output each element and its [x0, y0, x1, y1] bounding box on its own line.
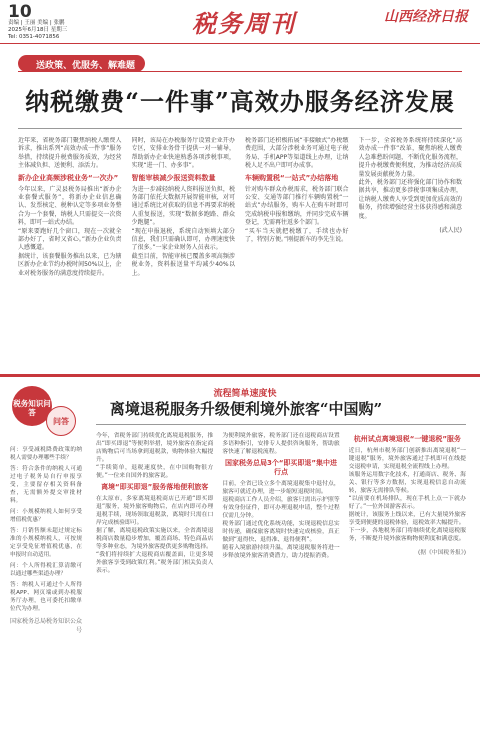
qa-badge-sub: 问答 [46, 406, 76, 436]
subheading: 国家税务总局3个“即买即退”集中进行点 [224, 459, 338, 476]
byline: (武人民) [439, 227, 462, 235]
paragraph: “买车当天就把税缴了，手续也办好了，特别方便。”刚提新车的李先生说。 [245, 227, 349, 244]
bottom-headline: 离境退税服务升级便利境外旅客“中国购” [109, 400, 383, 418]
page-header [0, 0, 480, 44]
article-column [132, 137, 236, 367]
paragraph: 截至目前，智能审核已覆盖多项高频涉税业务，资料报送量平均减少40%以上。 [131, 252, 235, 277]
article-column [222, 432, 339, 730]
subheading: 离境“即买即退”服务落地便利旅客 [101, 483, 209, 491]
paragraph: 该服务运用数字化技术，打通商店、税务、海关、银行等多方数据，实现退税信息自动流转，旅客无需排队等候。 [348, 472, 466, 494]
meta-line: 2025年6月18日 星期三 [8, 27, 68, 33]
bottom-headline-rule [96, 424, 466, 425]
qa-source: 国家税务总局税务知识公众号 [10, 618, 82, 634]
qa-item: 问：享受减税降费政策的纳税人需要办理哪些手续？ [10, 447, 82, 461]
subheading: 车辆购置税“一站式”办结落地 [245, 173, 339, 182]
paragraph: “以前要在机场排队，现在手机上点一下就办好了。”一位外国游客表示。 [348, 496, 466, 510]
masthead: 山西经济日报 [384, 9, 468, 25]
qa-item: 答：月销售额未超过规定标准的小规模纳税人，可按规定享受免征增值税优惠，在申报时自动适用。 [10, 528, 82, 558]
qa-text [10, 446, 82, 613]
paragraph: 据了解，离境退税政策实施以来，全省离境退税商店数量稳步增加，覆盖商场、特色商品店等多种业态，为境外旅客提供更多购物选择。 [96, 528, 214, 550]
top-headline: 纳税缴费“一件事”高效办服务经济发展 [25, 87, 455, 116]
paragraph: “原来要跑好几个窗口，现在一次就全部办好了，省时又省心。”新办企业负责人感慨道。 [18, 227, 122, 252]
qa-badge-title: 税务知识问答 [12, 386, 52, 426]
article-column [96, 432, 213, 730]
paragraph: 今年以来，广灵县税务局推出“新办企业套餐式服务”，将新办企业信息确认、发票核定、税种认定等多项业务整合为一个套餐，纳税人只需提交一次资料，即可一站式办结。 [18, 185, 122, 227]
top-story-body [18, 137, 462, 367]
paragraph: 随着入境旅游持续升温，离境退税服务将进一步释放境外旅客消费潜力，助力提振消费。 [222, 545, 340, 559]
meta-line: 责编 | 王丽 美编 | 张鹏 [8, 20, 65, 26]
subheading: 智能审核减少报送资料数量 [131, 173, 216, 182]
column-name: 税务周刊 [192, 9, 296, 38]
subheading: 杭州试点离境退税“一键退税”服务 [353, 435, 461, 443]
qa-item: 问：个人所得税汇算清缴可以通过哪些渠道办理？ [10, 563, 82, 577]
paragraph: 今年，省税务部门持续优化离境退税服务，推出“即买即退”等便利举措，境外旅客在指定商店购物后可当场拿到退税款，购物体验大幅提升。 [96, 433, 214, 463]
paragraph: 在太原市，多家离境退税商店已开通“即买即退”服务，境外旅客购物后，在店内即可办理退税手续，现场领取退税款，离境时只需在口岸完成核验即可。 [96, 496, 214, 526]
qa-item: 答：纳税人可通过个人所得税APP、网页端或到办税服务厅办理，也可委托扣缴单位代为办理。 [10, 582, 82, 612]
bottom-story-body [96, 432, 466, 730]
paragraph: 退税商店工作人员介绍，旅客只需出示护照等有效身份证件，即可办理退税申请，整个过程仅需几分钟。 [222, 497, 340, 519]
paragraph: 为进一步减轻纳税人资料报送负担，税务部门依托大数据开展智能审核，对可通过系统比对获取的信息不再要求纳税人重复报送，实现“数据多跑路、群众少跑腿”。 [131, 185, 235, 227]
qa-item: 答：符合条件的纳税人可通过电子税务局自行申报享受，主要留存相关资料备查，无需额外提交审批材料。 [10, 466, 82, 504]
top-kicker: 送政策、优服务、解难题 [18, 55, 145, 72]
paragraph: 近日，杭州市税务部门创新推出离境退税“一键退税”服务，境外旅客通过手机即可在线提交退税申请，实现退税全流程线上办理。 [348, 448, 466, 470]
paragraph: 据统计，该套餐服务推出以来，已为辖区新办企业节约办税时间50%以上，企业对税务服务的满意度持续提升。 [18, 252, 122, 277]
header-meta [8, 20, 67, 41]
byline: (据《中国税务报》) [417, 550, 466, 556]
paragraph: “现在申报退税，系统自动预填大部分信息，我们只需确认即可，办理速度快了很多。”一家企业财务人员表示。 [131, 227, 235, 252]
paragraph: “手续简单，退税速度快，在中国购物很方便。”一位来自国外的旅客说。 [96, 465, 214, 479]
article-column [245, 137, 349, 367]
article-column [349, 432, 466, 730]
paragraph: 税务部门通过优化系统功能，实现退税信息实时传递，确保旅客离境时快速完成核验，真正做到“退得快、退得准、退得便利”。 [222, 521, 340, 543]
subheading: 新办企业高频涉税业务“一次办” [18, 173, 119, 182]
qa-badge [10, 376, 82, 446]
paragraph: 税务部门还积极拓展“非接触式”办税缴费范围，大部分涉税业务可通过电子税务局、手机APP等渠道线上办理，让纳税人足不出户即可办成事。 [245, 137, 349, 170]
paragraph: 此外，税务部门还将强化部门协作和数据共享，推动更多涉税事项集成办理，让纳税人缴费人享受到更加优质高效的服务，持续增强经营主体获得感和满意度。 [358, 179, 462, 220]
tax-qa-sidebar [10, 376, 82, 732]
article-column [359, 137, 463, 367]
paragraph: “我们将持续扩大退税商店覆盖面，让更多境外旅客享受到政策红利。”税务部门相关负责人表示。 [96, 552, 214, 574]
paragraph: 同时，该局在办税服务厅设置企业开办专区，安排业务骨干提供一对一辅导，帮助新办企业快速熟悉各项涉税事项，实现“进一门、办多事”。 [131, 137, 235, 170]
paragraph: 目前，全省已设立多个离境退税集中退付点，旅客可就近办理，进一步缩短退税时间。 [222, 481, 340, 495]
paragraph: 下一步，各地税务部门将继续优化离境退税服务，不断提升境外旅客购物便利度和满意度。 [348, 528, 466, 542]
paragraph: 据统计，该服务上线以来，已有大量境外旅客享受到便捷的退税体验，退税效率大幅提升。 [348, 512, 466, 526]
page-number: 10 [8, 2, 32, 22]
kicker-rule [18, 71, 462, 72]
qa-item: 问：小规模纳税人如何享受增值税优惠？ [10, 509, 82, 523]
headline-rule [18, 128, 462, 129]
bottom-kicker: 流程简单速度快 [213, 389, 277, 399]
paragraph: 针对购车群众办税需求，税务部门联合公安、交通等部门推行车辆购置税“一站式”办结服务，购车人在购车时即可完成纳税申报和缴纳，并同步完成车辆登记，无需再往返多个部门。 [245, 185, 349, 227]
paragraph: 下一步，全省税务系统将持续深化“高效办成一件事”改革，聚焦纳税人缴费人急难愁盼问题，不断优化服务流程，提升办税缴费便利度，为推动经济高质量发展贡献税务力量。 [358, 137, 462, 178]
article-column [18, 137, 122, 367]
paragraph: 为便利境外旅客，税务部门还在退税商店设置多语种指引，安排专人提供咨询服务，帮助旅客快速了解退税流程。 [222, 433, 340, 455]
paragraph: 近年来，省税务部门聚焦纳税人缴费人诉求，推出系列“高效办成一件事”服务举措，持续提升税费服务质效，为经营主体减负担、送便利、添活力。 [18, 137, 122, 170]
meta-line: Tel: 0351-4071856 [8, 34, 60, 40]
